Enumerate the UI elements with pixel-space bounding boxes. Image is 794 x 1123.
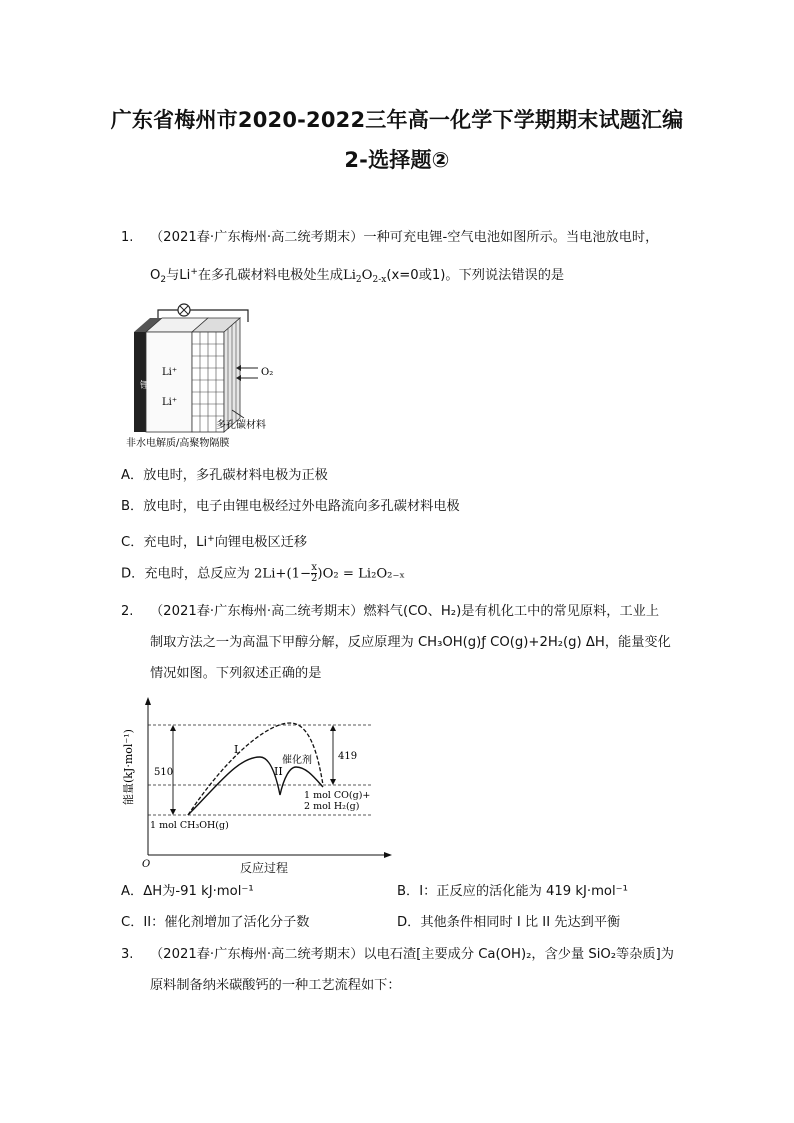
label-li-ion-2: Li⁺ [162, 397, 178, 408]
question-2-option-b[interactable]: B．I：正反应的活化能为 419 kJ·mol⁻¹ [397, 884, 628, 899]
axis-origin: O [142, 859, 151, 870]
reactant-label: 1 mol CH₃OH(g) [150, 820, 229, 831]
question-3-number: 3. [121, 947, 134, 962]
question-1-number: 1. [121, 230, 134, 245]
question-1-option-c[interactable]: C．充电时，Li+向锂电极区迁移 [121, 534, 308, 550]
curve-label-2: II [274, 765, 283, 778]
energy-diagram [118, 695, 398, 875]
question-1-option-a[interactable]: A．放电时，多孔碳材料电极为正极 [121, 468, 328, 483]
question-3-text-line1: （2021春·广东梅州·高二统考期末）以电石渣[主要成分 Ca(OH)₂，含少量 SiO₂等杂质]为 [150, 947, 674, 962]
label-porous-carbon: 多孔碳材料 [216, 420, 266, 431]
question-2-text-line1: （2021春·广东梅州·高二统考期末）燃料气(CO、H₂)是有机化工中的常见原料，工业上 [150, 604, 660, 619]
label-electrolyte: 非水电解质/高聚物隔膜 [126, 438, 230, 449]
label-li-ion-1: Li⁺ [162, 367, 178, 378]
question-1-option-b[interactable]: B．放电时，电子由锂电极经过外电路流向多孔碳材料电极 [121, 499, 460, 514]
axis-ylabel: 能量(kJ·mol⁻¹) [122, 729, 135, 805]
question-2-option-a[interactable]: A．ΔH为-91 kJ·mol⁻¹ [121, 884, 254, 899]
question-2-option-c[interactable]: C．II：催化剂增加了活化分子数 [121, 915, 310, 930]
product-label-1: 1 mol CO(g)+ [304, 790, 371, 801]
question-1-option-d[interactable]: D．充电时，总反应为 2Li+(1− $\frac{x}{2}$ )O₂ = Li₂O₂₋ₓ [121, 562, 406, 584]
question-1-text-line2: $O_2$与Li+在多孔碳材料电极处生成$Li_2O_{2-x}(x=0$或1)。下列说法错误的是 [150, 267, 565, 285]
question-2-text-line2: 制取方法之一为高温下甲醇分解，反应原理为 CH₃OH(g)ƒ CO(g)+2H₂(g) ΔH，能量变化 [150, 635, 671, 650]
product-label-2: 2 mol H₂(g) [304, 801, 360, 812]
axis-xlabel: 反应过程 [240, 861, 289, 875]
label-lithium: 锂 [140, 381, 150, 391]
label-o2: O₂ [261, 367, 274, 378]
catalyst-label: 催化剂 [282, 755, 312, 766]
document-title-line1: 广东省梅州市2020-2022三年高一化学下学期期末试题汇编 [110, 108, 684, 132]
document-title-line2: 2-选择题② [344, 148, 450, 172]
question-3-text-line2: 原料制备纳米碳酸钙的一种工艺流程如下： [150, 978, 401, 993]
question-2-text-line3: 情况如图。下列叙述正确的是 [150, 666, 322, 681]
question-1-text-line1: （2021春·广东梅州·高二统考期末）一种可充电锂-空气电池如图所示。当电池放电时， [150, 230, 659, 245]
question-2-option-d[interactable]: D．其他条件相同时 I 比 II 先达到平衡 [397, 915, 621, 930]
value-419: 419 [338, 751, 358, 762]
question-2-number: 2. [121, 604, 134, 619]
battery-figure [120, 300, 290, 455]
value-510: 510 [154, 767, 174, 778]
curve-label-1: I [234, 743, 239, 756]
